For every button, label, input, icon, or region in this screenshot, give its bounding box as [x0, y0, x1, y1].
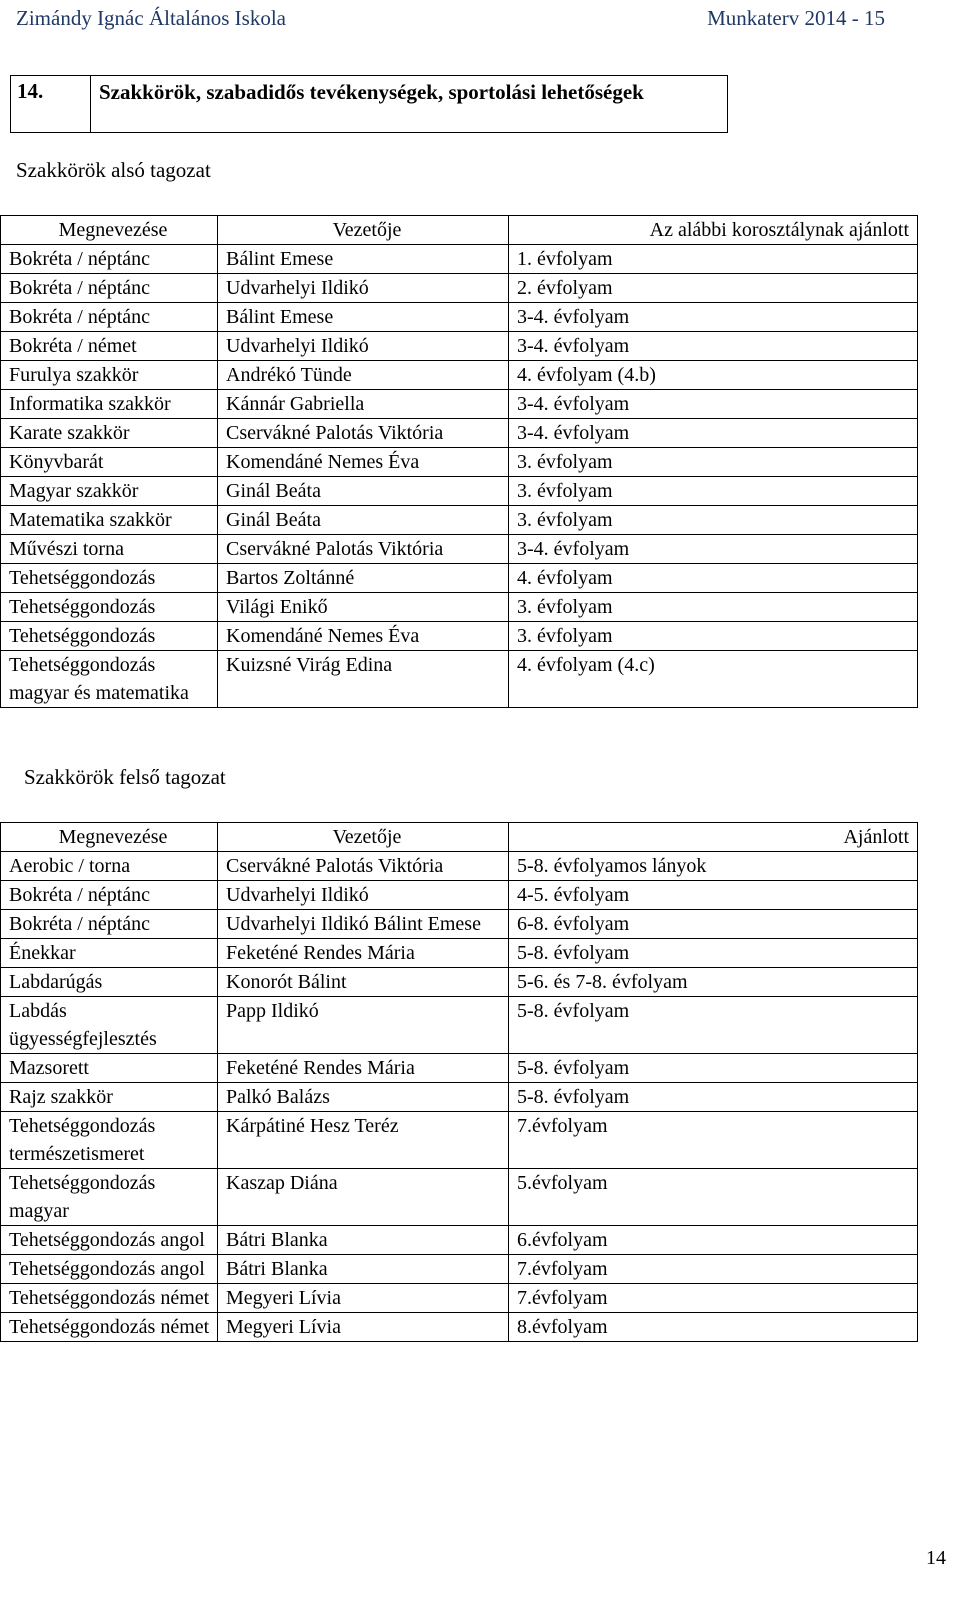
cell-recommended: 1. évfolyam	[509, 245, 918, 274]
school-name: Zimándy Ignác Általános Iskola	[16, 6, 287, 30]
cell-recommended: 4-5. évfolyam	[509, 881, 918, 910]
upper-grade-heading: Szakkörök felső tagozat	[24, 765, 226, 789]
section-divider	[90, 76, 91, 132]
cell-leader: Papp Ildikó	[218, 997, 509, 1054]
lower-grade-table	[0, 215, 918, 708]
table-row	[1, 274, 918, 303]
cell-leader: Palkó Balázs	[218, 1083, 509, 1112]
table-header-row	[1, 216, 918, 245]
section-number: 14.	[17, 79, 44, 103]
table-row	[1, 1054, 918, 1083]
cell-name: Labdarúgás	[1, 968, 218, 997]
cell-leader: Komendáné Nemes Éva	[218, 448, 509, 477]
cell-name: Tehetséggondozás angol	[1, 1226, 218, 1255]
column-header-recommended: Az alábbi korosztálynak ajánlott	[509, 216, 918, 245]
cell-recommended: 6-8. évfolyam	[509, 910, 918, 939]
column-header-leader: Vezetője	[218, 823, 509, 852]
table-row	[1, 968, 918, 997]
cell-name: Bokréta / néptánc	[1, 303, 218, 332]
cell-leader: Bátri Blanka	[218, 1255, 509, 1284]
cell-recommended: 7.évfolyam	[509, 1112, 918, 1169]
cell-name: Rajz szakkör	[1, 1083, 218, 1112]
section-title-box	[10, 75, 728, 133]
cell-name: Magyar szakkör	[1, 477, 218, 506]
cell-name: Tehetséggondozás természetismeret	[1, 1112, 218, 1169]
table-row	[1, 881, 918, 910]
cell-leader: Komendáné Nemes Éva	[218, 622, 509, 651]
cell-recommended: 5-6. és 7-8. évfolyam	[509, 968, 918, 997]
column-header-name: Megnevezése	[1, 216, 218, 245]
cell-recommended: 4. évfolyam (4.c)	[509, 651, 918, 708]
cell-recommended: 5-8. évfolyam	[509, 1083, 918, 1112]
cell-recommended: 3-4. évfolyam	[509, 419, 918, 448]
cell-recommended: 4. évfolyam	[509, 564, 918, 593]
table-row	[1, 361, 918, 390]
cell-recommended: 2. évfolyam	[509, 274, 918, 303]
upper-grade-table	[0, 822, 918, 1342]
cell-name: Tehetséggondozás magyar és matematika	[1, 651, 218, 708]
cell-leader: Feketéné Rendes Mária	[218, 939, 509, 968]
cell-recommended: 4. évfolyam (4.b)	[509, 361, 918, 390]
table-row	[1, 852, 918, 881]
cell-leader: Kaszap Diána	[218, 1169, 509, 1226]
table-row	[1, 332, 918, 361]
table-row	[1, 1112, 918, 1169]
page-number: 14	[926, 1547, 946, 1569]
cell-recommended: 3. évfolyam	[509, 448, 918, 477]
cell-leader: Konorót Bálint	[218, 968, 509, 997]
cell-name: Könyvbarát	[1, 448, 218, 477]
cell-recommended: 3-4. évfolyam	[509, 390, 918, 419]
column-header-leader: Vezetője	[218, 216, 509, 245]
cell-name: Bokréta / néptánc	[1, 274, 218, 303]
cell-recommended: 3. évfolyam	[509, 477, 918, 506]
cell-name: Bokréta / néptánc	[1, 910, 218, 939]
cell-leader: Udvarhelyi Ildikó	[218, 881, 509, 910]
cell-leader: Kuizsné Virág Edina	[218, 651, 509, 708]
table-row	[1, 448, 918, 477]
table-row	[1, 1284, 918, 1313]
cell-name: Tehetséggondozás	[1, 593, 218, 622]
cell-name: Bokréta / néptánc	[1, 245, 218, 274]
cell-leader: Megyeri Lívia	[218, 1284, 509, 1313]
cell-name: Tehetséggondozás német	[1, 1313, 218, 1342]
cell-recommended: 5.évfolyam	[509, 1169, 918, 1226]
cell-name: Mazsorett	[1, 1054, 218, 1083]
cell-leader: Cservákné Palotás Viktória	[218, 535, 509, 564]
cell-recommended: 3-4. évfolyam	[509, 303, 918, 332]
cell-leader: Cservákné Palotás Viktória	[218, 419, 509, 448]
cell-recommended: 6.évfolyam	[509, 1226, 918, 1255]
cell-leader: Udvarhelyi Ildikó Bálint Emese	[218, 910, 509, 939]
table-row	[1, 245, 918, 274]
cell-recommended: 3. évfolyam	[509, 622, 918, 651]
cell-leader: Bátri Blanka	[218, 1226, 509, 1255]
cell-recommended: 5-8. évfolyam	[509, 997, 918, 1054]
cell-name: Labdás ügyességfejlesztés	[1, 997, 218, 1054]
cell-leader: Ginál Beáta	[218, 477, 509, 506]
cell-leader: Feketéné Rendes Mária	[218, 1054, 509, 1083]
table-row	[1, 535, 918, 564]
table-row	[1, 506, 918, 535]
cell-leader: Andrékó Tünde	[218, 361, 509, 390]
cell-leader: Cservákné Palotás Viktória	[218, 852, 509, 881]
cell-leader: Bartos Zoltánné	[218, 564, 509, 593]
cell-name: Bokréta / német	[1, 332, 218, 361]
cell-name: Informatika szakkör	[1, 390, 218, 419]
cell-name: Művészi torna	[1, 535, 218, 564]
cell-name: Bokréta / néptánc	[1, 881, 218, 910]
cell-recommended: 5-8. évfolyam	[509, 1054, 918, 1083]
cell-recommended: 3-4. évfolyam	[509, 535, 918, 564]
table-row	[1, 477, 918, 506]
cell-recommended: 3. évfolyam	[509, 506, 918, 535]
cell-leader: Udvarhelyi Ildikó	[218, 332, 509, 361]
cell-leader: Világi Enikő	[218, 593, 509, 622]
column-header-name: Megnevezése	[1, 823, 218, 852]
table-row	[1, 1083, 918, 1112]
cell-recommended: 8.évfolyam	[509, 1313, 918, 1342]
cell-recommended: 5-8. évfolyamos lányok	[509, 852, 918, 881]
cell-leader: Kárpátiné Hesz Teréz	[218, 1112, 509, 1169]
table-row	[1, 939, 918, 968]
table-header-row	[1, 823, 918, 852]
table-row	[1, 651, 918, 708]
table-row	[1, 593, 918, 622]
table-row	[1, 390, 918, 419]
section-title: Szakkörök, szabadidős tevékenységek, sportolási lehetőségek	[99, 80, 644, 104]
cell-name: Tehetséggondozás magyar	[1, 1169, 218, 1226]
cell-recommended: 7.évfolyam	[509, 1284, 918, 1313]
cell-recommended: 5-8. évfolyam	[509, 939, 918, 968]
cell-recommended: 3. évfolyam	[509, 593, 918, 622]
page-header	[0, 6, 960, 36]
cell-name: Tehetséggondozás	[1, 564, 218, 593]
cell-leader: Bálint Emese	[218, 245, 509, 274]
column-header-recommended: Ajánlott	[509, 823, 918, 852]
cell-name: Furulya szakkör	[1, 361, 218, 390]
table-row	[1, 564, 918, 593]
cell-name: Karate szakkör	[1, 419, 218, 448]
cell-recommended: 3-4. évfolyam	[509, 332, 918, 361]
table-row	[1, 1169, 918, 1226]
cell-name: Tehetséggondozás	[1, 622, 218, 651]
table-row	[1, 910, 918, 939]
table-row	[1, 622, 918, 651]
table-row	[1, 1313, 918, 1342]
cell-leader: Udvarhelyi Ildikó	[218, 274, 509, 303]
table-row	[1, 419, 918, 448]
table-row	[1, 997, 918, 1054]
table-row	[1, 1255, 918, 1284]
cell-leader: Kánnár Gabriella	[218, 390, 509, 419]
cell-name: Matematika szakkör	[1, 506, 218, 535]
cell-name: Énekkar	[1, 939, 218, 968]
cell-recommended: 7.évfolyam	[509, 1255, 918, 1284]
cell-leader: Ginál Beáta	[218, 506, 509, 535]
cell-name: Tehetséggondozás angol	[1, 1255, 218, 1284]
cell-name: Tehetséggondozás német	[1, 1284, 218, 1313]
cell-name: Aerobic / torna	[1, 852, 218, 881]
document-title: Munkaterv 2014 - 15	[707, 6, 885, 30]
cell-leader: Megyeri Lívia	[218, 1313, 509, 1342]
cell-leader: Bálint Emese	[218, 303, 509, 332]
lower-grade-heading: Szakkörök alsó tagozat	[16, 158, 211, 182]
table-row	[1, 303, 918, 332]
table-row	[1, 1226, 918, 1255]
